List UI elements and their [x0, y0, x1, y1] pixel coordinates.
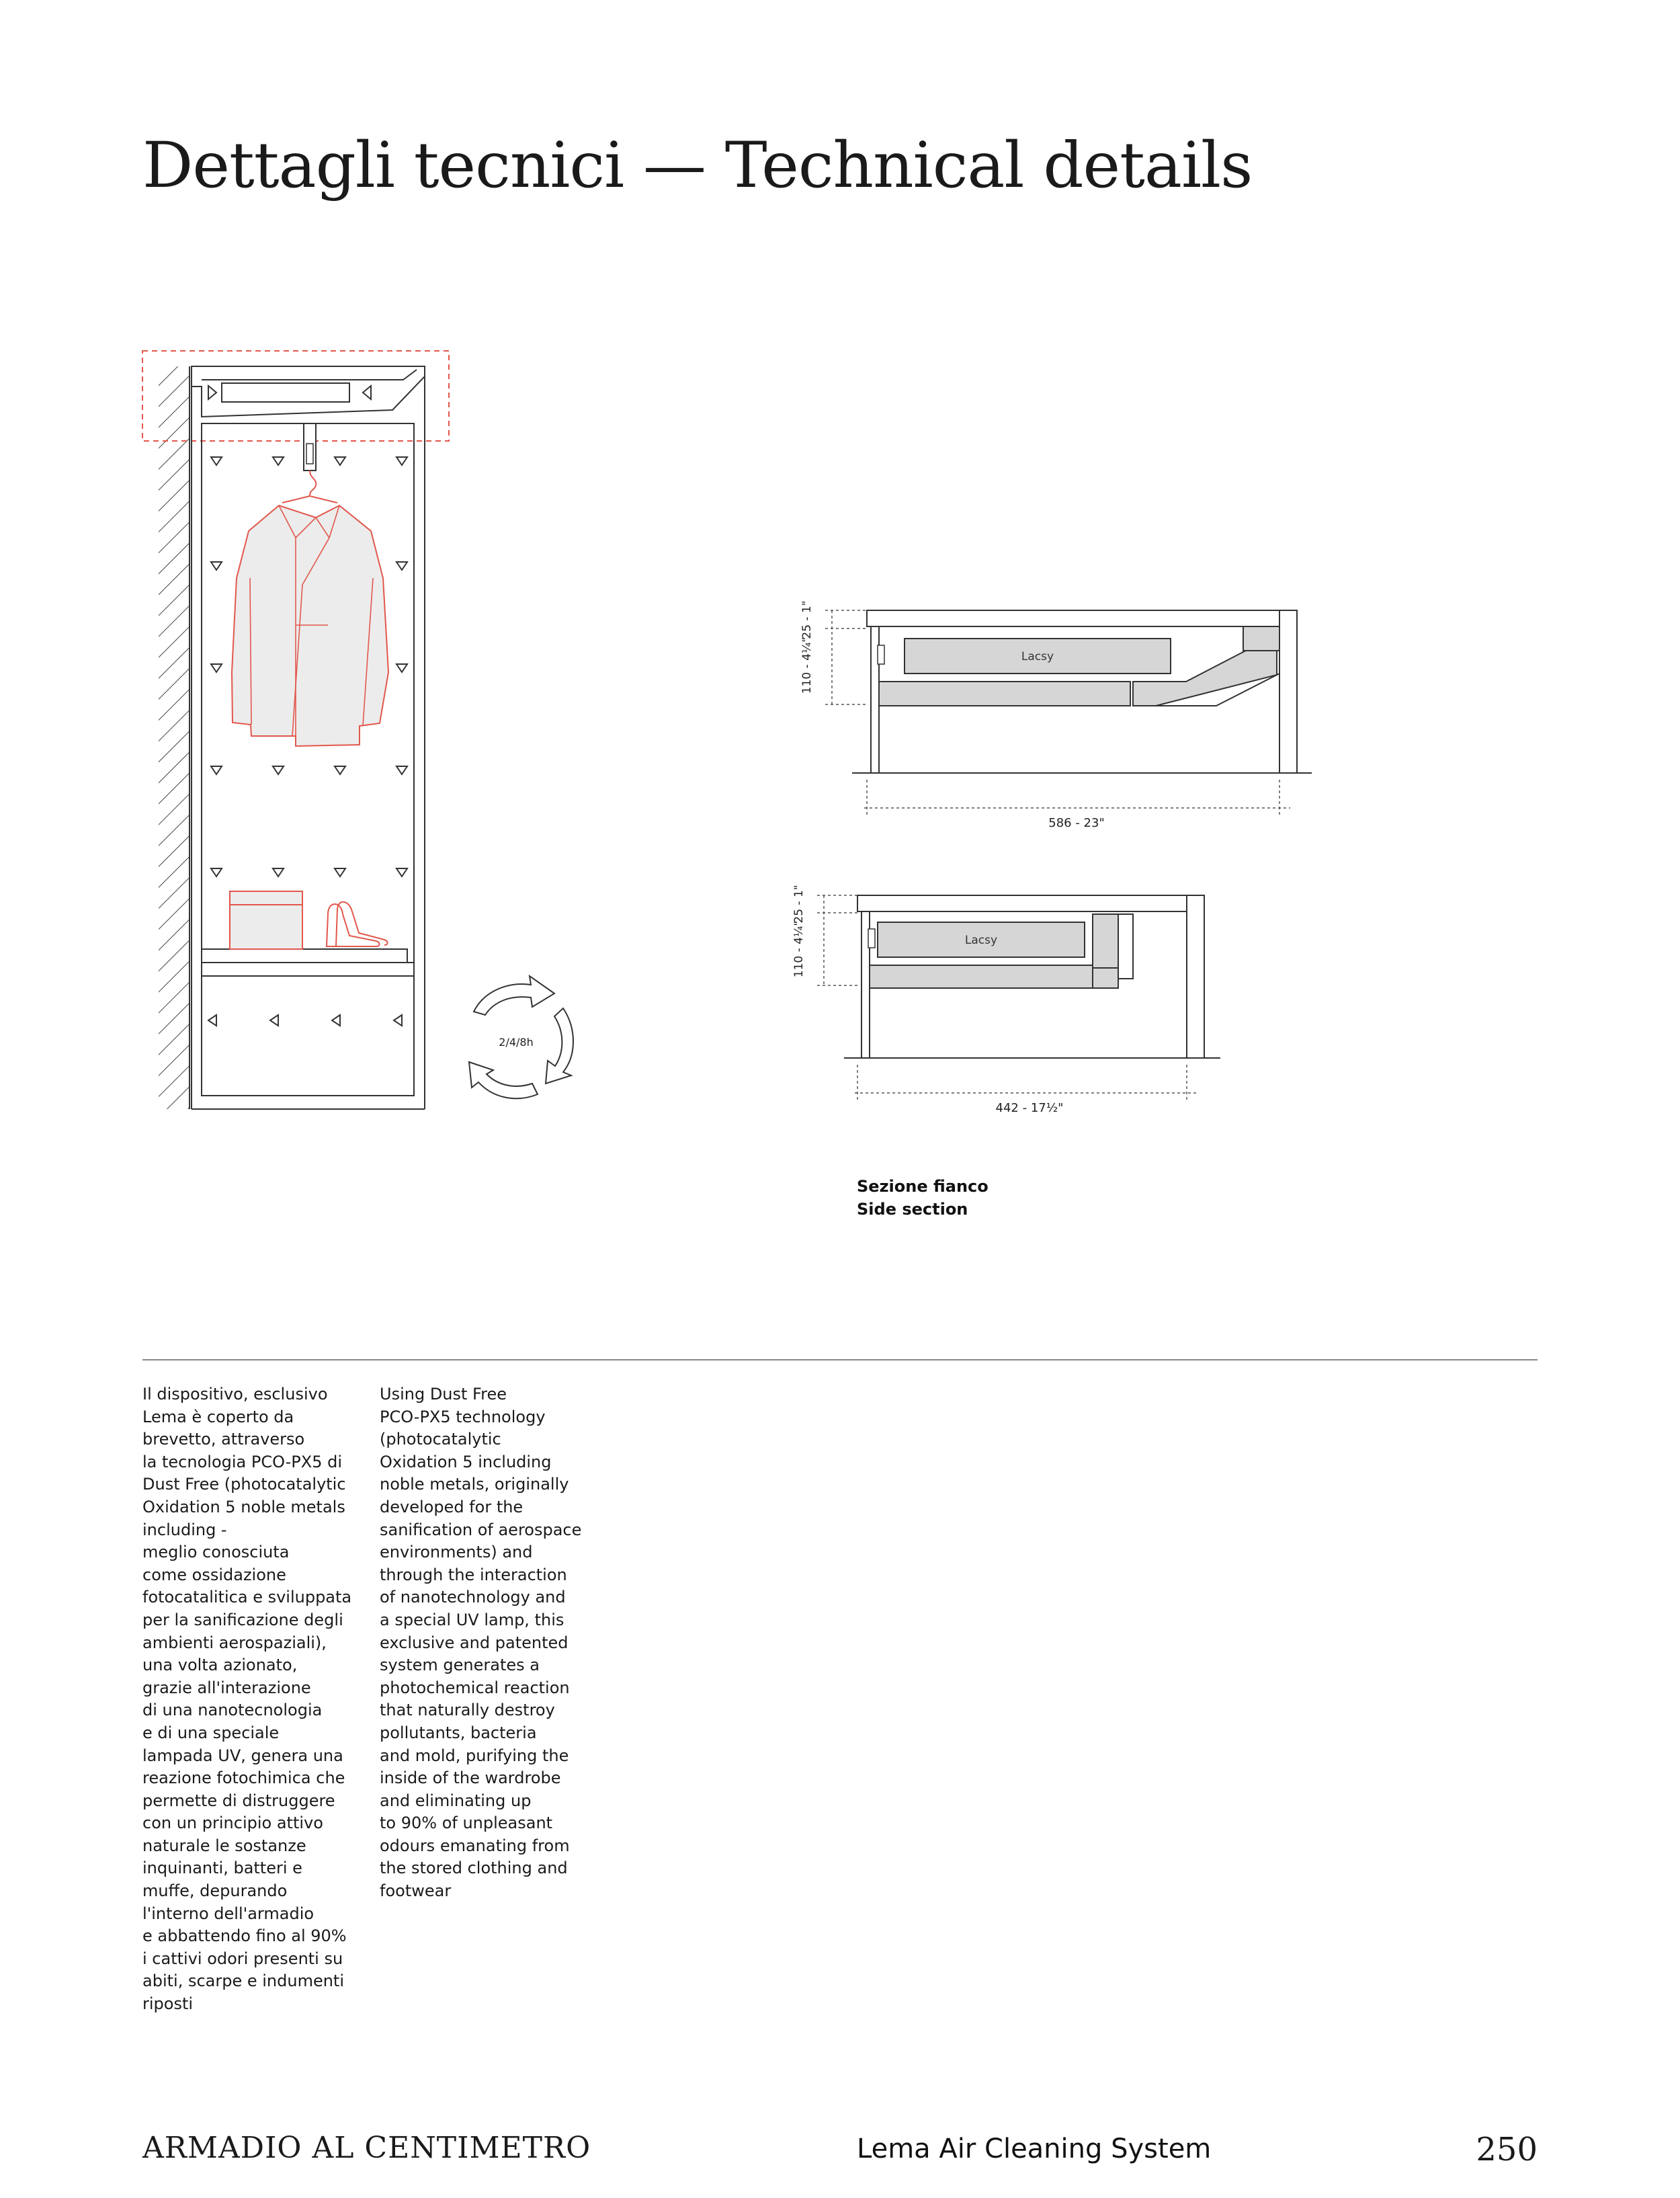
- shoes-illustration: [327, 902, 388, 946]
- page-number: 250: [1476, 2131, 1538, 2168]
- dim-width-bottom: 442 - 17½": [995, 1101, 1064, 1115]
- device-unit: [222, 383, 349, 402]
- hanger: [282, 471, 337, 503]
- footer-section: Lema Air Cleaning System: [857, 2133, 1212, 2164]
- caption-en: Side section: [857, 1200, 968, 1219]
- page-title: Dettagli tecnici — Technical details: [142, 129, 1253, 202]
- dim-height-main: 110 - 4¼": [800, 637, 814, 694]
- device-label-bottom: Lacsy: [964, 934, 998, 947]
- divider-line: [142, 1359, 1538, 1360]
- dim-height-main-b: 110 - 4¼": [792, 920, 806, 978]
- dim-height-top-b: 25 - 1": [792, 885, 806, 924]
- device-label-top: Lacsy: [1021, 650, 1054, 663]
- body-text-english: Using Dust Free PCO-PX5 technology (photocatalytic Oxidation 5 including noble metals, originally developed for the sanification of aerospace environments) and through the interaction of nanotechnology and a special UV lamp, this exclusive and patented system generates a photochemical reaction that naturally destroy pollutants, bacteria and mold, purifying the inside of the wardrobe and eliminating up to 90% of unpleasant odours emanating from the stored clothing and footwear: [380, 1385, 582, 1901]
- coat-illustration: [232, 505, 388, 746]
- caption-it: Sezione fianco: [857, 1177, 989, 1196]
- cycle-label: 2/4/8h: [499, 1036, 534, 1049]
- shoe-shelf: [202, 949, 407, 963]
- side-section-bottom: [792, 885, 1220, 1115]
- section-caption: [857, 1175, 989, 1221]
- storage-box: [230, 891, 302, 949]
- side-section-top: [800, 600, 1312, 830]
- dim-width-top: 586 - 23": [1048, 816, 1105, 830]
- wall-hatching: [159, 366, 190, 1109]
- footer-collection: ARMADIO AL CENTIMETRO: [142, 2131, 591, 2165]
- dim-height-top: 25 - 1": [800, 600, 814, 639]
- wardrobe-front-view: [142, 351, 573, 1109]
- body-text-italian: Il dispositivo, esclusivo Lema è coperto da brevetto, attraverso la tecnologia PCO-PX5 di Dust Free (photocatalytic Oxidation 5 noble metals including - meglio conosciuta come ossidazione fotocatalitica e sviluppata per la sanificazione degli ambienti aerospaziali), una volta azionato, grazie all'interazione di una nanotecnologia e di una speciale lampada UV, genera una reazione fotochimica che permette di distruggere con un principio attivo naturale le sostanze inquinanti, batteri e muffe, depurando l'interno dell'armadio e abbattendo fino al 90% i cattivi odori presenti su abiti, scarpe e indumenti riposti: [142, 1385, 352, 2014]
